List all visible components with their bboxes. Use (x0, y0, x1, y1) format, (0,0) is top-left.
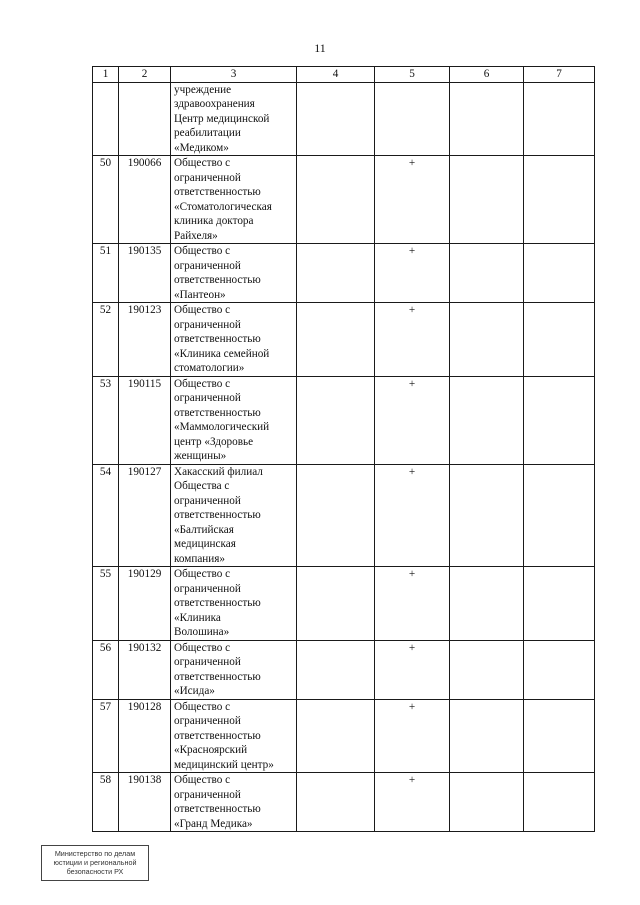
column-6-cell (450, 82, 524, 156)
organization-name-line: ограниченной (174, 318, 241, 331)
column-5-mark-cell: + (375, 773, 450, 832)
organization-name-line: Общество с (174, 774, 231, 786)
organization-name-line: ограниченной (174, 392, 241, 404)
organization-name-line: Хакасский филиал (174, 465, 263, 478)
row-number-cell: 51 (93, 244, 119, 303)
column-7-cell (524, 640, 595, 699)
organization-name-line: стоматологии» (174, 362, 245, 374)
registry-code-cell (119, 82, 171, 156)
organization-name-line: медицинская (174, 538, 236, 550)
column-5-mark-cell: + (375, 567, 450, 641)
column-5-mark-cell (375, 82, 450, 156)
organization-name-line: Общество с (174, 304, 231, 316)
table-row (93, 567, 595, 641)
organization-name-line: «Маммологический (174, 421, 270, 433)
organization-name-line: ответственностью (174, 729, 261, 742)
organization-name-line: «Пантеон» (174, 288, 226, 301)
organization-name-cell (171, 303, 297, 377)
stamp-line: безопасности РХ (66, 867, 124, 876)
stamp-line: юстиции и региональной (53, 858, 137, 867)
registry-code-cell: 190132 (119, 640, 171, 699)
row-number-cell: 54 (93, 464, 119, 567)
organization-name-cell (171, 156, 297, 244)
column-7-cell (524, 156, 595, 244)
row-number-cell: 56 (93, 640, 119, 699)
table-row (93, 699, 595, 773)
organization-name-cell (171, 567, 297, 641)
organization-name-cell (171, 640, 297, 699)
row-number-cell: 50 (93, 156, 119, 244)
column-5-mark-cell: + (375, 640, 450, 699)
column-6-cell (450, 156, 524, 244)
column-6-cell (450, 376, 524, 464)
organization-name-line: «Клиника семейной (174, 347, 270, 360)
registry-code-cell: 190127 (119, 464, 171, 567)
register-table (92, 66, 595, 832)
registry-code-cell: 190115 (119, 376, 171, 464)
organization-name-line: «Балтийская (174, 523, 234, 536)
column-5-mark-cell: + (375, 303, 450, 377)
column-6-cell (450, 464, 524, 567)
organization-name-line: «Исида» (174, 685, 215, 697)
organization-name-line: ответственностью (174, 803, 261, 815)
organization-name-line: Общество с (174, 641, 231, 654)
organization-name-line: ответственностью (174, 333, 261, 345)
column-4-cell (297, 567, 375, 641)
organization-name-line: ответственностью (174, 670, 261, 683)
column-header-6: 6 (450, 67, 524, 83)
column-header-7: 7 (524, 67, 595, 83)
table-row (93, 82, 595, 156)
registry-code-cell: 190123 (119, 303, 171, 377)
registry-code-cell: 190128 (119, 699, 171, 773)
register-body (93, 82, 595, 832)
organization-name-line: «Гранд Медика» (174, 817, 253, 830)
column-header-5: 5 (375, 67, 450, 83)
registry-code-cell: 190135 (119, 244, 171, 303)
organization-name-line: Общество с (174, 245, 231, 257)
organization-name-line: здравоохранения (174, 98, 255, 110)
column-4-cell (297, 244, 375, 303)
column-7-cell (524, 699, 595, 773)
registry-code-cell: 190129 (119, 567, 171, 641)
organization-name-line: ответственностью (174, 597, 261, 609)
column-6-cell (450, 244, 524, 303)
organization-name-line: ограниченной (174, 656, 241, 668)
table-row (93, 303, 595, 377)
column-4-cell (297, 464, 375, 567)
row-number-cell: 52 (93, 303, 119, 377)
organization-name-line: Общество с (174, 568, 231, 580)
column-5-mark-cell: + (375, 156, 450, 244)
organization-name-line: ограниченной (174, 171, 241, 184)
stamp-line: Министерство по делам (54, 849, 136, 858)
organization-name-line: ответственностью (174, 406, 261, 419)
organization-name-line: медицинский центр» (174, 758, 274, 771)
table-row (93, 773, 595, 832)
organization-name-cell (171, 244, 297, 303)
organization-name-cell (171, 464, 297, 567)
table-row (93, 156, 595, 244)
organization-name-cell (171, 773, 297, 832)
column-5-mark-cell: + (375, 464, 450, 567)
organization-name-line: «Стоматологическая (174, 200, 272, 213)
column-4-cell (297, 303, 375, 377)
organization-name-line: ограниченной (174, 259, 241, 272)
organization-name-line: Общества с (174, 480, 230, 492)
organization-name-line: ответственностью (174, 186, 261, 198)
organization-name-line: реабилитации (174, 127, 241, 139)
organization-name-cell (171, 376, 297, 464)
row-number-cell: 57 (93, 699, 119, 773)
organization-name-line: Общество с (174, 377, 231, 390)
organization-name-line: «Медиком» (174, 141, 229, 154)
organization-name-line: ограниченной (174, 715, 241, 727)
row-number-cell: 53 (93, 376, 119, 464)
table-row (93, 640, 595, 699)
column-6-cell (450, 699, 524, 773)
registry-code-cell: 190066 (119, 156, 171, 244)
column-7-cell (524, 464, 595, 567)
column-7-cell (524, 244, 595, 303)
column-header-3: 3 (171, 67, 297, 83)
organization-name-line: «Клиника (174, 611, 221, 624)
organization-name-line: ответственностью (174, 274, 261, 286)
organization-name-line: Общество с (174, 157, 231, 169)
column-4-cell (297, 699, 375, 773)
row-number-cell: 58 (93, 773, 119, 832)
organization-name-cell (171, 82, 297, 156)
column-6-cell (450, 303, 524, 377)
registration-stamp (41, 845, 149, 881)
registry-code-cell: 190138 (119, 773, 171, 832)
organization-name-line: «Красноярский (174, 744, 248, 756)
organization-name-line: женщины» (174, 450, 227, 462)
column-6-cell (450, 773, 524, 832)
table-row (93, 464, 595, 567)
column-header-2: 2 (119, 67, 171, 83)
column-5-mark-cell: + (375, 699, 450, 773)
column-7-cell (524, 303, 595, 377)
column-7-cell (524, 567, 595, 641)
organization-name-line: ответственностью (174, 509, 261, 521)
row-number-cell: 55 (93, 567, 119, 641)
column-5-mark-cell: + (375, 244, 450, 303)
column-7-cell (524, 773, 595, 832)
column-4-cell (297, 773, 375, 832)
column-6-cell (450, 567, 524, 641)
column-header-4: 4 (297, 67, 375, 83)
column-header-1: 1 (93, 67, 119, 83)
organization-name-line: ограниченной (174, 582, 241, 595)
column-6-cell (450, 640, 524, 699)
organization-name-line: центр «Здоровье (174, 435, 254, 448)
organization-name-line: ограниченной (174, 788, 241, 801)
organization-name-line: Райхеля» (174, 229, 218, 242)
column-4-cell (297, 640, 375, 699)
organization-name-line: Общество с (174, 700, 231, 713)
column-5-mark-cell: + (375, 376, 450, 464)
organization-name-line: компания» (174, 552, 225, 565)
column-4-cell (297, 156, 375, 244)
column-7-cell (524, 82, 595, 156)
organization-name-line: Волошина» (174, 626, 230, 638)
row-number-cell (93, 82, 119, 156)
column-4-cell (297, 376, 375, 464)
organization-name-line: Центр медицинской (174, 112, 270, 125)
table-row (93, 244, 595, 303)
organization-name-line: клиника доктора (174, 215, 254, 227)
organization-name-cell (171, 699, 297, 773)
organization-name-line: ограниченной (174, 494, 241, 507)
page-number: 11 (314, 41, 326, 55)
header-row (93, 67, 595, 83)
column-7-cell (524, 376, 595, 464)
column-4-cell (297, 82, 375, 156)
organization-name-line: учреждение (174, 83, 232, 96)
table-row (93, 376, 595, 464)
